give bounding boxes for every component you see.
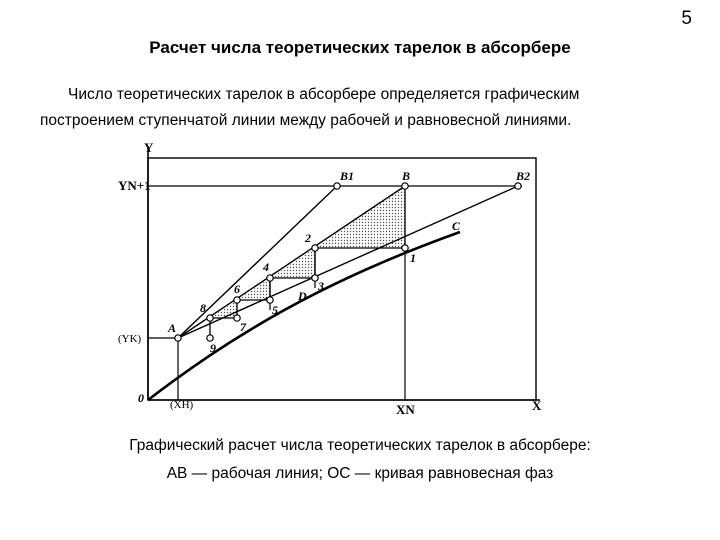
point-8 [207, 315, 213, 321]
label-8: 8 [200, 301, 206, 315]
intro-line-1: Число теоретических тарелок в абсорбере определяется графическим [68, 86, 580, 103]
figure-caption [0, 432, 720, 488]
label-3: 3 [318, 279, 324, 293]
step-area-3 [237, 278, 270, 300]
xn-label: XN [396, 402, 415, 417]
point-4 [267, 275, 273, 281]
caption-line-2: АВ — рабочая линия; ОС — кривая равновесная фаз [166, 465, 554, 482]
x-axis-label: X [532, 398, 542, 413]
step-area-2 [270, 248, 315, 278]
label-4: 4 [263, 260, 269, 274]
label-1: 1 [410, 251, 416, 265]
plot-frame [148, 158, 536, 400]
point-1 [402, 245, 408, 251]
working-line-AB2 [178, 186, 518, 338]
intro-paragraph [40, 82, 640, 134]
label-B2: B2 [516, 169, 531, 183]
point-6 [234, 297, 240, 303]
caption-line-1: Графический расчет числа теоретических тарелок в абсорбере: [129, 437, 591, 454]
intro-line-2: построением ступенчатой линии между рабочей и равновесной линиями. [40, 112, 572, 129]
diagram-svg [100, 140, 580, 420]
label-9: 9 [210, 341, 216, 355]
point-B2 [515, 183, 521, 189]
label-6: 6 [234, 282, 240, 296]
y-top-label: YN+1 [118, 178, 151, 193]
point-B [402, 183, 408, 189]
y-axis-label: Y [144, 140, 154, 155]
yk-label: (YK) [118, 333, 142, 345]
xh-label: (XH) [170, 399, 194, 411]
label-A: A [168, 321, 177, 335]
label-7: 7 [240, 320, 246, 334]
origin-label: 0 [138, 391, 144, 405]
absorber-plate-diagram [100, 140, 580, 420]
point-A [175, 335, 181, 341]
label-2: 2 [305, 231, 311, 245]
label-C: C [452, 219, 461, 233]
page-title: Расчет числа теоретических тарелок в абсорбере [149, 38, 571, 57]
page-number: 5 [681, 8, 692, 29]
label-D: D [298, 289, 307, 303]
label-5: 5 [272, 303, 278, 317]
point-B1 [334, 183, 340, 189]
label-B: B [402, 169, 411, 183]
point-2 [312, 245, 318, 251]
label-B1: B1 [340, 169, 355, 183]
